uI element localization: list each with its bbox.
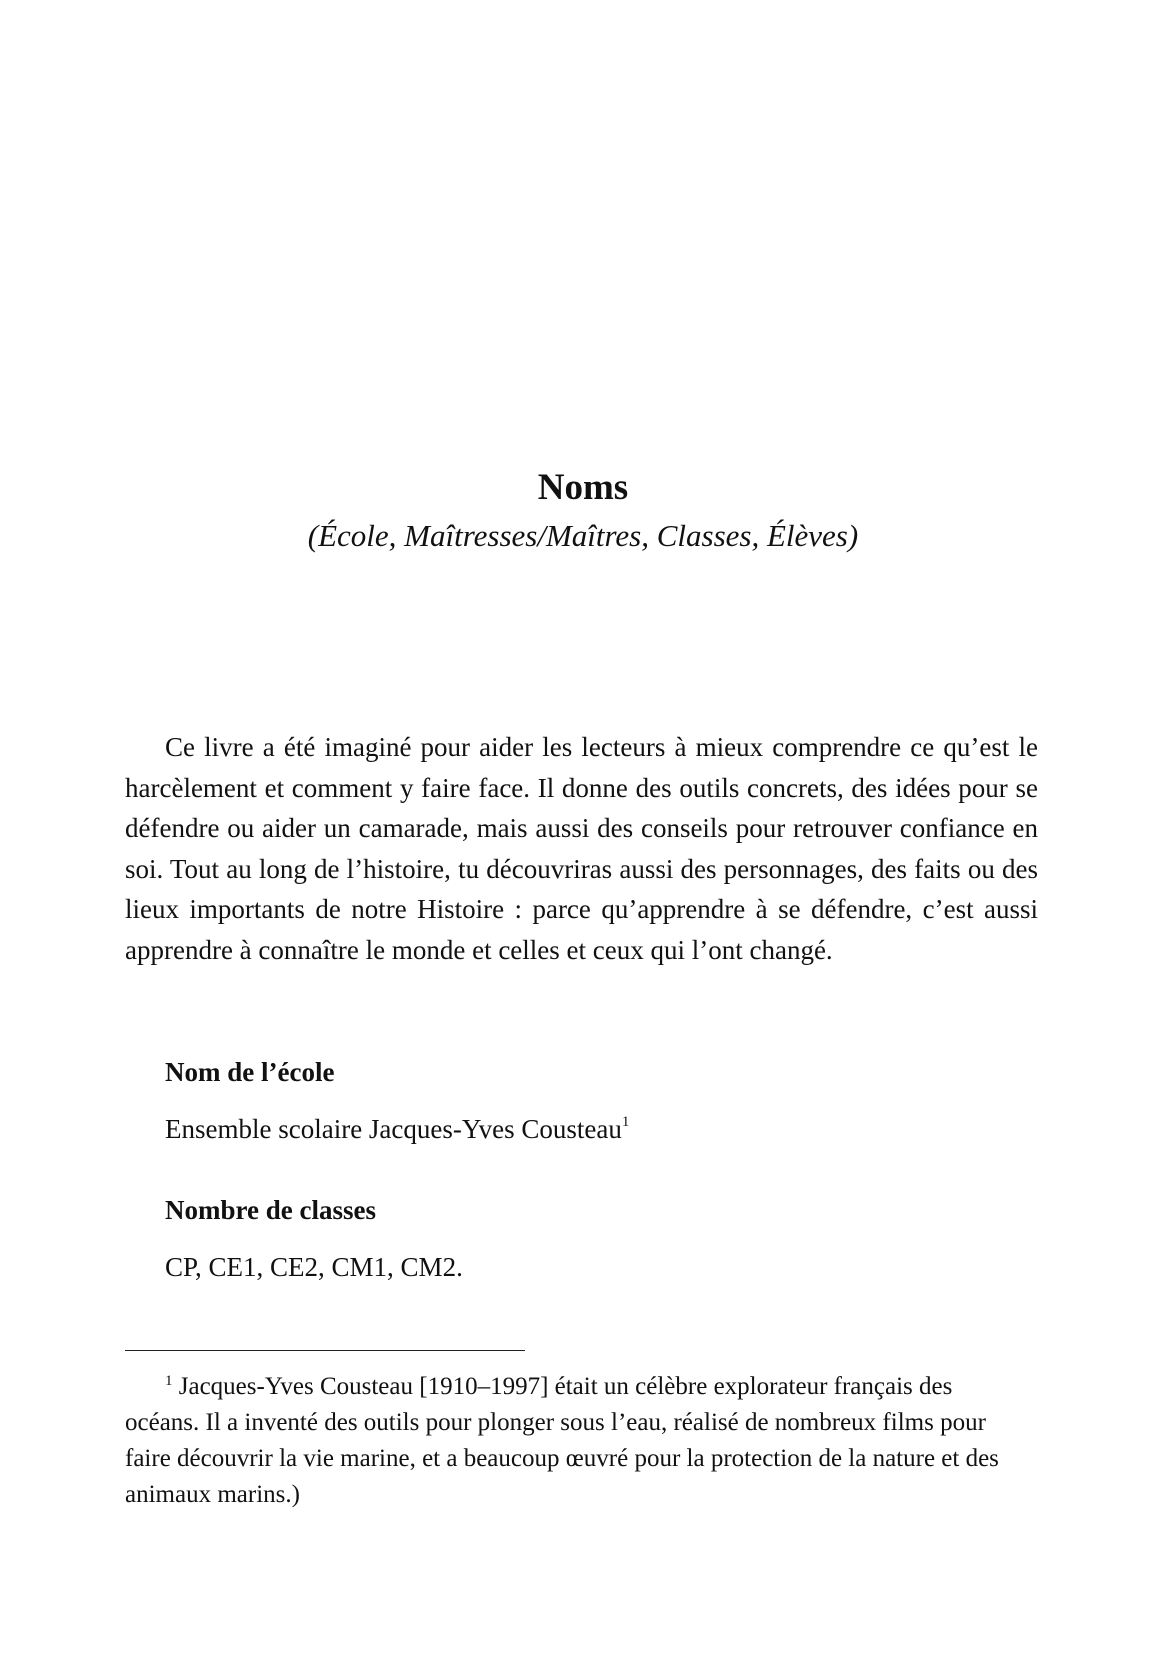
footnote-text: Jacques-Yves Cousteau [1910–1997] était un célèbre explorateur français des océans. Il a inventé des outils pour plonger sous l’eau, réalisé de nombreux films pour faire découvrir la vie marine, et a beaucoup œuvré pour la protection de la nature et des animaux marins.)	[125, 1373, 999, 1508]
page-title: Noms	[537, 467, 629, 508]
footnote-divider	[125, 1350, 525, 1351]
school-name-text: Ensemble scolaire Jacques-Yves Cousteau	[165, 1114, 622, 1144]
footnote	[125, 1369, 1025, 1513]
classes-label: Nombre de classes	[165, 1195, 376, 1225]
classes-value: CP, CE1, CE2, CM1, CM2.	[165, 1252, 463, 1282]
footnote-number: 1	[165, 1373, 173, 1389]
page-subtitle: (École, Maîtresses/Maîtres, Classes, Élèves)	[307, 518, 859, 553]
school-name-label: Nom de l’école	[165, 1057, 335, 1087]
intro-paragraph: Ce livre a été imaginé pour aider les lecteurs à mieux comprendre ce qu’est le harcèlement et comment y faire face. Il donne des outils concrets, des idées pour se défendre ou aider un camarade, mais aussi des conseils pour retrouver confiance en soi. Tout au long de l’histoire, tu découvriras aussi des personnages, des faits ou des lieux importants de notre Histoire : parce qu’apprendre à se défendre, c’est aussi apprendre à connaître le monde et celles et ceux qui l’ont changé.	[125, 732, 1038, 965]
school-name-value	[165, 1111, 629, 1147]
footnote-reference: 1	[621, 1114, 630, 1130]
